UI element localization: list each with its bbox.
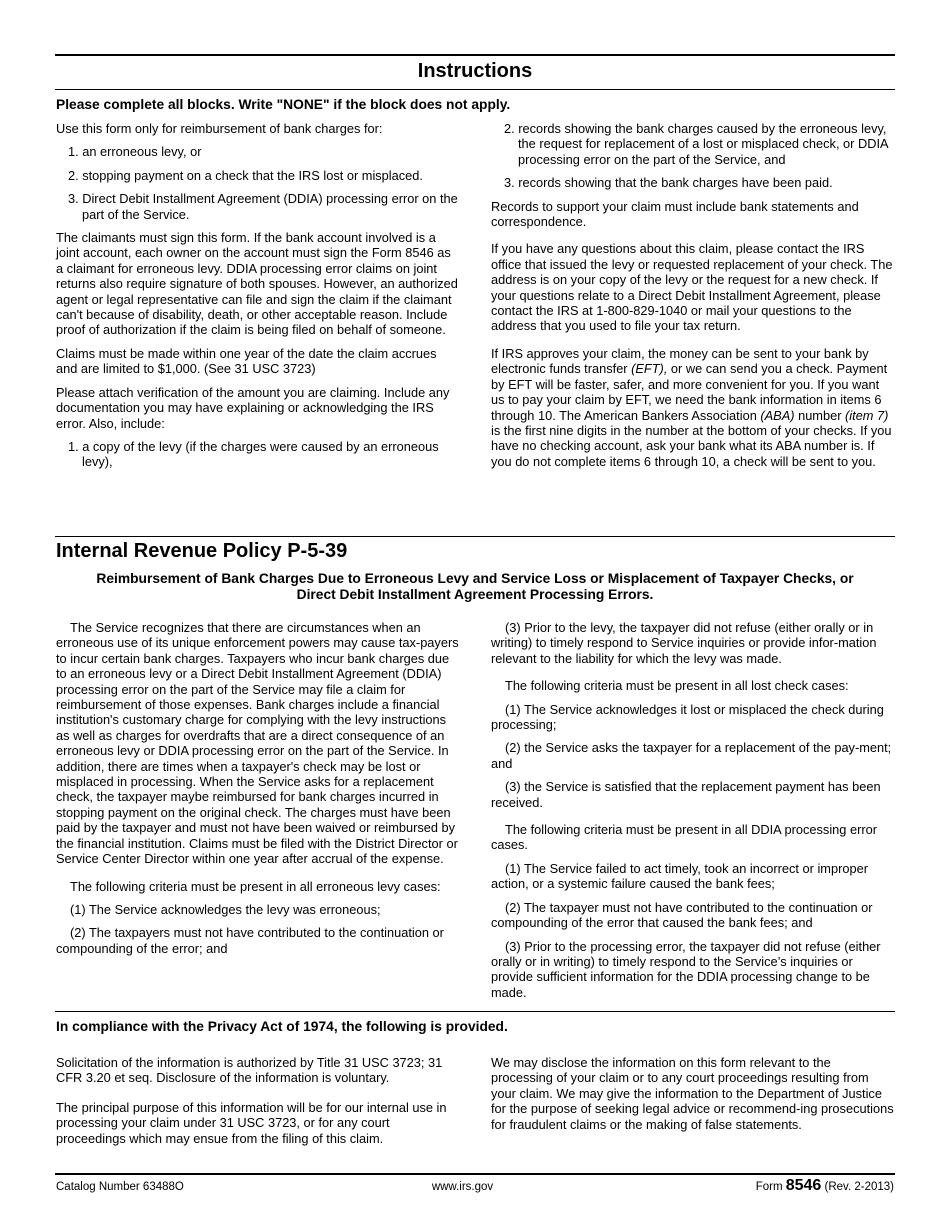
records-paragraph: Records to support your claim must include bank statements and correspondence. [491,198,859,230]
instructions-right-column [491,121,895,477]
eft-paragraph [491,346,895,469]
eft-text: number [794,407,846,423]
criterion-item: (1) The Service acknowledges the levy was erroneous; [70,901,381,917]
policy-right-column [491,620,895,1008]
privacy-paragraph: We may disclose the information on this form relevant to the processing of your claim or to any court proceedings resulting from your claim. We may give the information to the Department of Justice for the purpose of seeking legal advice or recommend-ing prosecutions for fraudulent claims or the making of false statements. [491,1055,894,1132]
catalog-number: Catalog Number 63488O [56,1181,184,1193]
criterion-item: (1) The Service acknowledges it lost or misplaced the check during processing; [491,701,884,733]
list-item: 3. Direct Debit Installment Agreement (DDIA) processing error on the part of the Service. [68,191,458,222]
form-label: Form [755,1181,783,1193]
privacy-right-column [491,1055,895,1140]
policy-title: Internal Revenue Policy P-5-39 [56,540,348,562]
claims-limit-paragraph: Claims must be made within one year of the date the claim accrues and are limited to $1,000. (See 31 USC 3723) [56,345,437,377]
eft-text: If IRS approves your claim, the money can be sent to your bank by electronic funds transfer [491,345,869,377]
questions-paragraph: If you have any questions about this claim, please contact the IRS office that issued the levy or requested replacement of your check. The address is on your copy of the levy or the request for a new check. If your questions relate to a Direct Debit Installment Agreement, please contact the IRS at 1-800-829-1040 or mail your questions to the address that you used to file your tax return. [491,241,893,334]
list-item: 1. an erroneous levy, or [68,144,202,160]
criterion-item: (2) the Service asks the taxpayer for a replacement of the pay-ment; and [491,740,892,771]
privacy-left-column [56,1055,461,1154]
instructions-intro: Use this form only for reimbursement of bank charges for: [56,121,383,136]
policy-left-column [56,620,461,964]
list-item: 2. stopping payment on a check that the IRS lost or misplaced. [68,167,423,183]
levy-criteria-intro: The following criteria must be present in all erroneous levy cases: [70,878,441,894]
criterion-item: (2) The taxpayers must not have contributed to the continuation or compounding of the error; and [56,925,444,956]
eft-text: is the first nine digits in the number at the bottom of your checks. If you have no checking account, ask your bank what its ABA number is. If you do not complete items 6 through 10, a check will be sent to you. [491,422,892,469]
eft-abbrev: (EFT), [631,361,668,377]
attach-paragraph: Please attach verification of the amount you are claiming. Include any documentation you may have explaining or acknowledging the IRS error. Also, include: [56,384,450,431]
form-revision: (Rev. 2-2013) [824,1181,894,1193]
form-identifier [756,1177,894,1195]
form-number: 8546 [785,1177,822,1194]
criterion-item: (3) the Service is satisfied that the replacement payment has been received. [491,779,881,810]
privacy-title: In compliance with the Privacy Act of 1974, the following is provided. [56,1019,508,1034]
privacy-paragraph: The principal purpose of this information will be for our internal use in processing your claim under 31 USC 3723, or for any court proceedings which may ensue from the filing of this claim. [56,1099,447,1146]
privacy-paragraph: Solicitation of the information is authorized by Title 31 USC 3723; 31 CFR 3.20 et seq. Disclosure of the information is voluntary. [56,1055,443,1086]
criterion-item: (3) Prior to the levy, the taxpayer did not refuse (either orally or in writing) to timely respond to Service inquiries or provide infor-mation relevant to the liability for which the levy was made. [491,620,877,666]
website-link[interactable]: www.irs.gov [431,1181,494,1193]
instructions-left-column [56,121,461,478]
policy-paragraph: The Service recognizes that there are circumstances when an erroneous use of its unique enforcement powers may cause tax-payers to incur certain bank charges. Taxpayers who incur bank charges due to an erroneous levy or a Direct Debit Installment Agreement (DDIA) processing error on the part of the Service may file a claim for reimbursement of those expenses. Bank charges include a financial institution's customary charge for complying with the levy instructions as well as charges for overdrafts that are a direct consequence of an erroneous levy or DDIA processing error on the part of the Service. In addition, there are times when a taxpayer's check may be lost or misplaced in processing. When the Service asks for a replacement check, the taxpayer maybe reimbursed for bank charges incurred in stopping payment on the original check. The charges must have been paid by the taxpayer and must not have been waived or reimbursed by the financial institution. Claims must be filed with the District Director or Service Center Director within one year after accrual of the expense. [56,620,459,867]
criterion-item: (2) The taxpayer must not have contributed to the continuation or compounding of the error that caused the bank fees; and [491,899,873,931]
claimants-paragraph: The claimants must sign this form. If the bank account involved is a joint account, each owner on the account must sign the Form 8546 as a claimant for erroneous levy. DDIA processing error claims on joint returns also require signature of both spouses. However, an authorized agent or legal representative can file and sign the claim if the claimant can't because of disability, death, or other acceptable reason. Include proof of authorization if the claim is being filed on behalf of someone. [56,230,458,338]
lost-check-criteria-intro: The following criteria must be present in all lost check cases: [505,678,849,694]
eft-text: or we can send you a check. Payment by EFT will be faster, safer, and more convenient for you. If you want us to pay your claim by EFT, we need the bank information in items 6 through 10. The American Bankers Association [491,361,888,423]
instructions-title: Instructions [417,60,533,82]
privacy-rule [55,1011,895,1012]
item-reference: (item 7) [845,407,889,423]
footer-rule [55,1173,895,1175]
ddia-criteria-intro: The following criteria must be present in all DDIA processing error cases. [491,822,877,853]
criterion-item: (1) The Service failed to act timely, took an incorrect or improper action, or a systemic failure caused the bank fees; [491,860,868,892]
policy-subtitle: Reimbursement of Bank Charges Due to Erroneous Levy and Service Loss or Misplacement of Taxpayer Checks, or Direct Debit Installment Agreement Processing Errors. [96,571,854,602]
list-item: 2. records showing the bank charges caused by the erroneous levy, the request for replacement of a lost or misplaced check, or DDIA processing error on the part of the Service, and [504,121,888,167]
list-item: 3. records showing that the bank charges have been paid. [504,175,833,191]
instructions-subtitle: Please complete all blocks. Write "NONE" if the block does not apply. [56,97,511,112]
instructions-title-rule [55,89,895,90]
policy-rule [55,536,895,537]
aba-abbrev: (ABA) [760,407,795,423]
criterion-item: (3) Prior to the processing error, the taxpayer did not refuse (either orally or in writing) to timely respond to the Service’s inquiries or provide sufficient information for the DDIA processing change to be made. [491,938,881,1000]
list-item: 1. a copy of the levy (if the charges were caused by an erroneous levy), [68,438,439,470]
top-rule [55,54,895,56]
